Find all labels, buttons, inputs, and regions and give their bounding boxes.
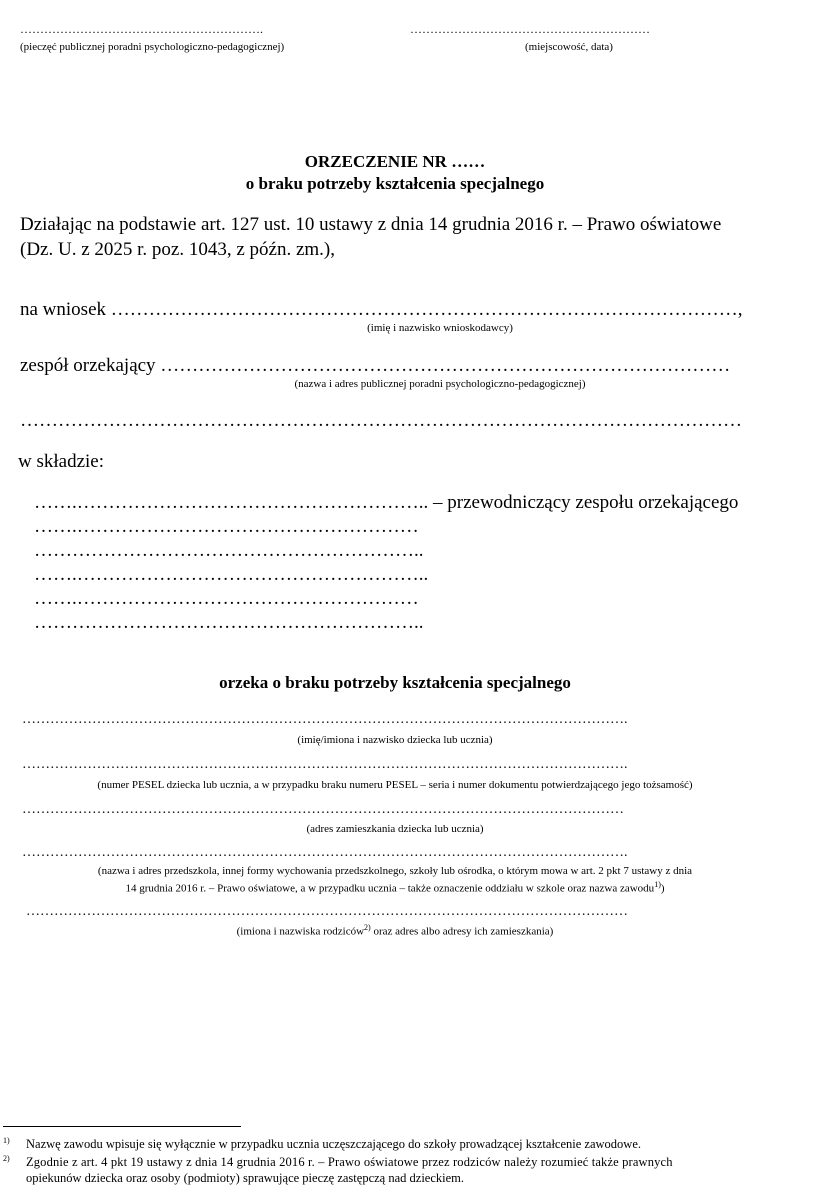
footnote-separator xyxy=(3,1126,241,1127)
member-field[interactable]: …….……………………………………………….. xyxy=(34,564,429,585)
pesel-label: (numer PESEL dziecka lub ucznia, a w przypadku braku numeru PESEL – seria i numer dokumentu potwierdzającego jego tożsamość) xyxy=(97,779,693,791)
place-date-dots: …………………………………………………… xyxy=(410,22,650,36)
member-field[interactable]: …………………………………………………….. xyxy=(34,612,424,633)
stamp-dots: ……………………………………………………. xyxy=(20,22,263,36)
footnote-mark: 2) xyxy=(3,1154,10,1163)
member-field[interactable]: …….……………………………………………… xyxy=(34,516,419,537)
chair-field[interactable]: …….……………………………………………….. – przewodniczący zespołu orzekającego xyxy=(34,492,739,513)
request-label: (imię i nazwisko wnioskodawcy) xyxy=(367,322,513,334)
address-label: (adres zamieszkania dziecka lub ucznia) xyxy=(306,823,484,835)
team-dots-line[interactable]: …………………………………………………………………………………………………… xyxy=(20,410,742,431)
address-field[interactable]: ………………………………………………………………………………………………………………… xyxy=(22,802,624,817)
footnote-2-line1: Zgodnie z art. 4 pkt 19 ustawy z dnia 14 grudnia 2016 r. – Prawo oświatowe przez rodziców należy rozumieć także prawnych xyxy=(26,1155,673,1169)
school-field[interactable]: …………………………………………………………………………………………………………………. xyxy=(22,845,628,860)
footnote-ref: 2) xyxy=(364,923,371,932)
footnote-1: Nazwę zawodu wpisuje się wyłącznie w przypadku ucznia uczęszczającego do szkoły prowadzącej kształcenie zawodowe. xyxy=(26,1137,641,1151)
school-label-line2: 14 grudnia 2016 r. – Prawo oświatowe, a w przypadku ucznia – także oznaczenie oddziału w szkole oraz nazwa zawodu$^{1)}$) xyxy=(125,880,665,895)
footnote-mark: 1) xyxy=(3,1136,10,1145)
legal-basis-line2: (Dz. U. z 2025 r. poz. 1043, z późn. zm.), xyxy=(20,239,336,260)
composition-heading: w składzie: xyxy=(18,451,105,472)
document-title: ORZECZENIE NR …… xyxy=(304,152,486,171)
document-subtitle: o braku potrzeby kształcenia specjalnego xyxy=(245,174,545,193)
footnote-2-line2: opiekunów dziecka oraz osoby (podmioty) sprawujące pieczę zastępczą nad dzieckiem. xyxy=(26,1171,465,1185)
member-field[interactable]: …….……………………………………………… xyxy=(34,588,419,609)
request-field[interactable]: na wniosek ………………………………………………………………………………………, xyxy=(20,299,743,320)
child-name-label: (imię/imiona i nazwisko dziecka lub ucznia) xyxy=(297,734,493,746)
team-label: (nazwa i adres publicznej poradni psychologiczno-pedagogicznej) xyxy=(294,378,586,390)
parents-field[interactable]: ………………………………………………………………………………………………………………… xyxy=(26,904,628,919)
footnote-ref: 1) xyxy=(654,880,661,889)
school-label-line1: (nazwa i adres przedszkola, innej formy wychowania przedszkolnego, szkoły lub ośrodka, o którym mowa w art. 2 pkt 7 ustawy z dnia xyxy=(97,865,693,877)
child-name-field[interactable]: …………………………………………………………………………………………………………………. xyxy=(22,712,628,727)
member-field[interactable]: …………………………………………………….. xyxy=(34,540,424,561)
parents-label: (imiona i nazwiska rodziców$^{2)}$ oraz adres albo adresy ich zamieszkania) xyxy=(236,923,554,938)
pesel-field[interactable]: …………………………………………………………………………………………………………………. xyxy=(22,757,628,772)
place-date-label: (miejscowość, data) xyxy=(525,41,613,53)
stamp-label: (pieczęć publicznej poradni psychologiczno-pedagogicznej) xyxy=(20,41,285,53)
decision-heading: orzeka o braku potrzeby kształcenia specjalnego xyxy=(219,673,571,692)
legal-basis-line1: Działając na podstawie art. 127 ust. 10 ustawy z dnia 14 grudnia 2016 r. – Prawo oświatowe xyxy=(20,214,722,235)
team-field[interactable]: zespół orzekający ……………………………………………………………………………… xyxy=(20,355,731,376)
